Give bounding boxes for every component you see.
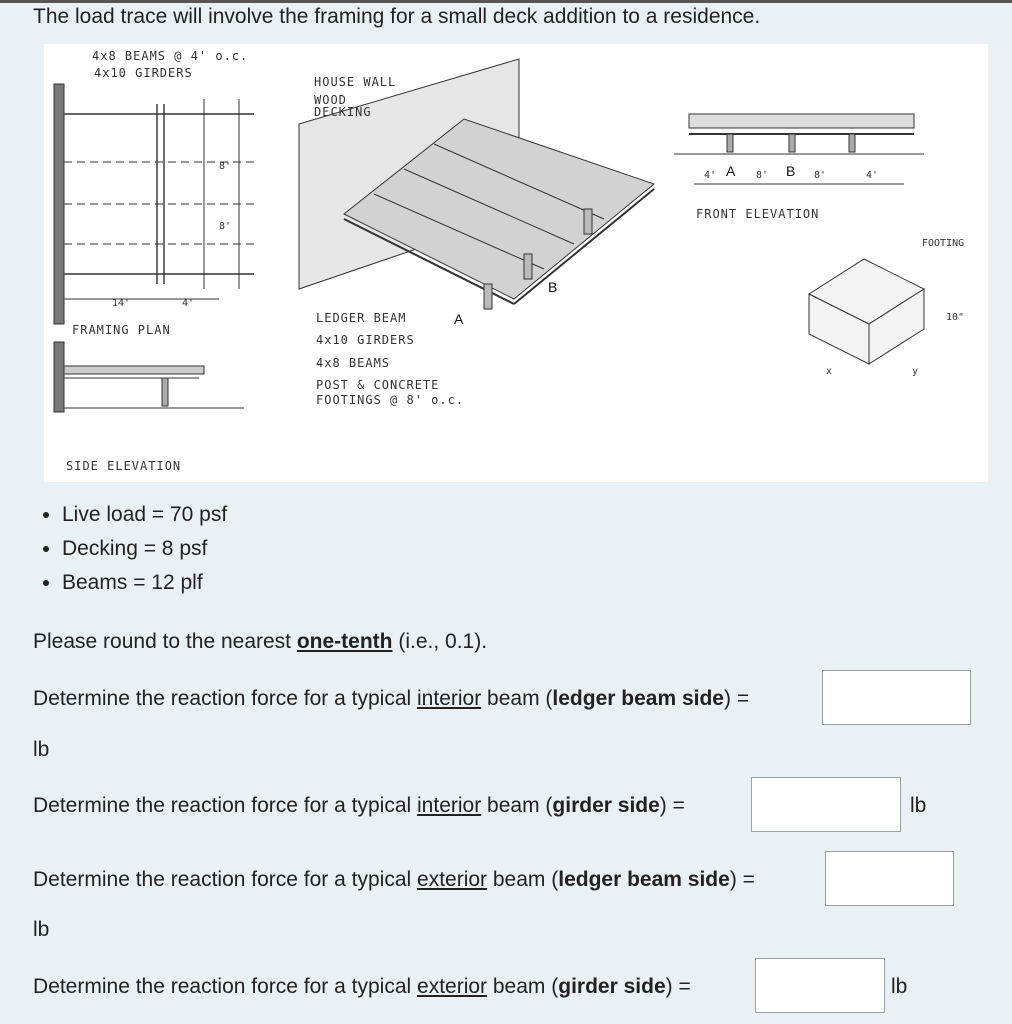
note-post-concrete: POST & CONCRETE [316,378,440,392]
question-3 [33,868,755,892]
q3-mid: beam ( [487,868,559,891]
intro-text: The load trace will involve the framing for a small deck addition to a residence. [33,5,761,28]
load-list [38,498,227,600]
unit-1: lb [33,738,50,761]
unit-4: lb [891,975,908,998]
load-item: • Beams = 12 plf [62,566,227,600]
footing-depth: 10" [946,312,965,323]
label-a: A [454,311,464,327]
dim-4: 4' [182,298,195,309]
q1-post: ) = [724,687,750,710]
footing-y: y [912,366,919,377]
q1-emph: interior [417,687,482,710]
note-beams2: 4x8 BEAMS [316,356,391,370]
q3-pre: Determine the reaction force for a typical [33,868,418,891]
label-b: B [548,279,558,295]
fe-dim-4a: 4' [704,170,717,181]
dim-8a: 8' [219,161,232,172]
front-elevation-label: FRONT ELEVATION [696,207,820,221]
q3-emph: exterior [417,868,488,891]
answer-input-4[interactable] [755,958,885,1013]
framing-plan-label: FRAMING PLAN [72,323,171,337]
framing-plan-drawing [54,84,254,324]
fe-dim-8b: 8' [814,170,827,181]
question-2 [33,794,685,818]
note-ledger-beam: LEDGER BEAM [316,311,407,325]
q1-bold: ledger beam side [552,687,724,710]
deck-framing-figure [44,44,988,482]
q1-mid: beam ( [481,687,553,710]
note-girders2: 4x10 GIRDERS [316,333,415,347]
q4-post: ) = [665,975,691,998]
side-elevation-label: SIDE ELEVATION [66,459,182,473]
front-elevation-drawing [674,114,924,364]
q2-pre: Determine the reaction force for a typical [33,794,418,817]
fe-label-b: B [786,163,796,179]
side-elevation-drawing [54,342,244,412]
load-item: • Live load = 70 psf [62,498,227,532]
dim-14: 14' [112,298,131,309]
deck-sketch [44,44,988,482]
deck-perspective-drawing [299,59,654,309]
load-item: • Decking = 8 psf [62,532,227,566]
q4-emph: exterior [417,975,488,998]
note-beams-spacing: 4x8 BEAMS @ 4' o.c. [92,49,249,63]
unit-2: lb [910,794,927,817]
fe-label-a: A [726,163,736,179]
q4-pre: Determine the reaction force for a typical [33,975,418,998]
unit-3: lb [33,918,50,941]
fe-dim-4b: 4' [866,170,879,181]
dim-8b: 8' [219,221,232,232]
question-1 [33,687,749,711]
answer-input-2[interactable] [751,777,901,832]
note-decking: DECKING [314,105,372,119]
q1-pre: Determine the reaction force for a typical [33,687,418,710]
q3-bold: ledger beam side [558,868,730,891]
fe-dim-8a: 8' [756,170,769,181]
q2-bold: girder side [552,794,660,817]
q2-post: ) = [659,794,685,817]
question-4 [33,975,691,999]
q2-emph: interior [417,794,482,817]
note-girders: 4x10 GIRDERS [94,66,193,80]
answer-input-1[interactable] [822,670,971,725]
rounding-pre: Please round to the nearest [33,630,297,653]
answer-input-3[interactable] [825,851,954,906]
rounding-note [33,630,487,654]
note-wood: WOOD [314,93,347,107]
q3-post: ) = [729,868,755,891]
rounding-post: (i.e., 0.1). [392,630,488,653]
q4-bold: girder side [558,975,666,998]
note-house-wall: HOUSE WALL [314,75,397,89]
footing-label: FOOTING [922,238,965,249]
q4-mid: beam ( [487,975,559,998]
rounding-emphasis: one-tenth [296,630,393,653]
footing-x: x [826,366,833,377]
note-footings: FOOTINGS @ 8' o.c. [316,393,465,407]
top-border [0,0,1012,3]
q2-mid: beam ( [481,794,553,817]
